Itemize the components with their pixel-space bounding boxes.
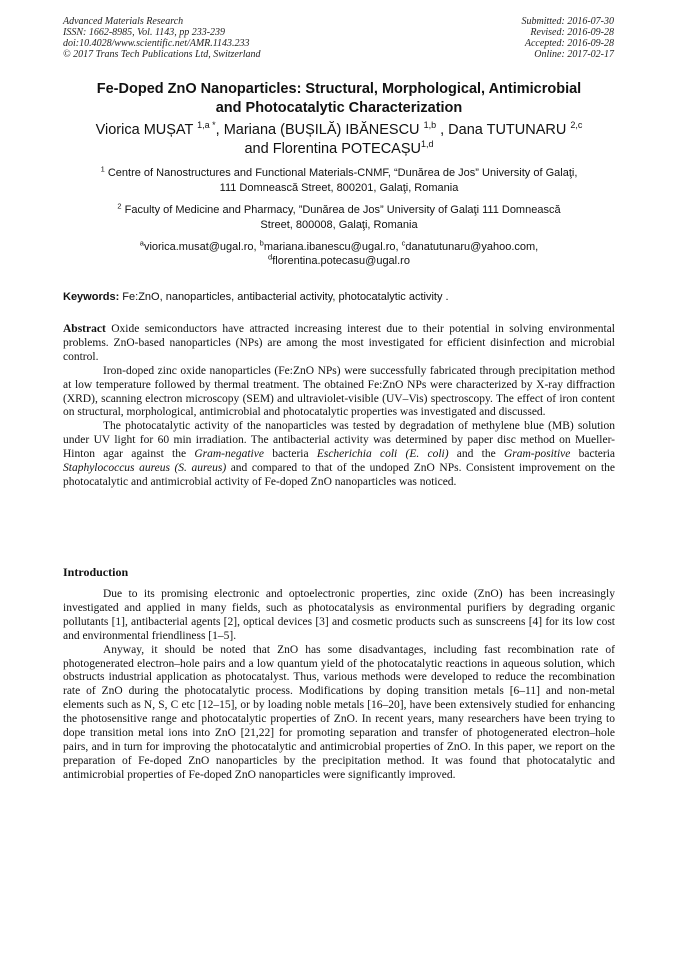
introduction-section bbox=[63, 588, 615, 783]
author-name: , Mariana (BUȘILĂ) IBĂNESCU bbox=[215, 122, 424, 138]
keywords-text: Fe:ZnO, nanoparticles, antibacterial activity, photocatalytic activity . bbox=[119, 291, 449, 303]
affiliation-text: 111 Domnească Street, 800201, Galaţi, Romania bbox=[219, 181, 459, 194]
email-mark: d bbox=[268, 252, 273, 262]
author-mark: 1,d bbox=[420, 139, 434, 150]
email-mark: c bbox=[401, 238, 406, 248]
author-mark: 1,b bbox=[423, 120, 437, 131]
keywords-label: Keywords: bbox=[63, 291, 120, 303]
submitted-date: Submitted: 2016-07-30 bbox=[521, 16, 614, 27]
affiliation-text: Street, 800008, Galaţi, Romania bbox=[260, 218, 418, 231]
email-mark: b bbox=[259, 238, 264, 248]
journal-name: Advanced Materials Research bbox=[63, 16, 184, 27]
author-list bbox=[40, 121, 638, 159]
author-name: , Dana TUTUNARU bbox=[436, 122, 571, 138]
issn-line: ISSN: 1662-8985, Vol. 1143, pp 233-239 bbox=[63, 27, 226, 38]
introduction-paragraph: Due to its promising electronic and optoelectronic properties, zinc oxide (ZnO) has been increasingly investigated and applied in many fields, such as photocatalysis as environmental purifiers by degrading organic pollutants [1], antibacterial agents [2], optical devices [3] and cosmetic products such as sunscreens [4] for its low cost and environmental friendliness [1–5]. bbox=[63, 588, 615, 642]
email-link[interactable]: viorica.musat@ugal.ro, bbox=[143, 241, 260, 253]
authors-line-1 bbox=[40, 121, 638, 140]
author-mark: 1,a * bbox=[197, 120, 216, 131]
abstract-label: Abstract bbox=[63, 323, 106, 335]
title-line-1: Fe-Doped ZnO Nanoparticles: Structural, Morphological, Antimicrobial bbox=[96, 81, 582, 97]
email-mark: a bbox=[139, 238, 144, 248]
affiliation-mark: 1 bbox=[100, 164, 105, 174]
keywords bbox=[63, 290, 615, 304]
introduction-heading: Introduction bbox=[63, 565, 129, 579]
abstract-section bbox=[63, 323, 615, 490]
online-date: Online: 2017-02-17 bbox=[534, 49, 614, 60]
email-link[interactable]: mariana.ibanescu@ugal.ro, bbox=[263, 241, 402, 253]
affiliation-2 bbox=[60, 203, 618, 232]
affiliation-text: Centre of Nanostructures and Functional Materials-CNMF, “Dunărea de Jos” University of Galaţi, bbox=[104, 167, 578, 179]
authors-line-2 bbox=[40, 140, 638, 159]
revised-date: Revised: 2016-09-28 bbox=[530, 27, 614, 38]
title-line-2: and Photocatalytic Characterization bbox=[215, 100, 463, 116]
affiliation-1 bbox=[60, 166, 618, 195]
abstract-paragraph: Iron-doped zinc oxide nanoparticles (Fe:ZnO NPs) were successfully fabricated through precipitation method at low temperature followed by thermal treatment. The obtained Fe:ZnO NPs were characterized by X-ray diffraction (XRD), scanning electron microscopy (SEM) and ultraviolet-visible (UV–Vis) spectroscopy. The effect of iron content on structural, morphological, antimicrobial and photocatalytic properties was investigated and discussed. bbox=[63, 364, 615, 419]
abstract-paragraph: The photocatalytic activity of the nanoparticles was tested by degradation of methylene blue (MB) solution under UV light for 60 min irradiation. The antibacterial activity was determined by paper disc method on Mueller-Hinton agar against the Gram-negative bacteria Escherichia coli (E. coli) and the Gram-positive bacteria Staphylococcus aureus (S. aureus) and compared to that of the undoped ZnO NPs. Consistent improvement on the photocatalytic and antimicrobial activity of Fe-doped ZnO nanoparticles was noticed. bbox=[63, 420, 616, 488]
email-link[interactable]: florentina.potecasu@ugal.ro bbox=[272, 255, 410, 267]
affiliation-text: Faculty of Medicine and Pharmacy, ”Dunărea de Jos” University of Galaţi 111 Domnească bbox=[121, 204, 561, 216]
author-emails bbox=[60, 240, 618, 268]
affiliation-mark: 2 bbox=[117, 201, 122, 211]
author-name: Viorica MUȘAT bbox=[95, 122, 198, 138]
doi-line: doi:10.4028/www.scientific.net/AMR.1143.233 bbox=[63, 38, 250, 49]
author-name: and Florentina POTECAȘU bbox=[244, 141, 421, 157]
journal-info bbox=[63, 16, 261, 60]
email-link[interactable]: danatutunaru@yahoo.com, bbox=[405, 241, 539, 253]
abstract-paragraph: Abstract Oxide semiconductors have attracted increasing interest due to their potential in solving environmental problems. ZnO-based nanoparticles (NPs) are among the most investigated for efficient disinfection and microbial control. bbox=[63, 323, 615, 363]
copyright-line: © 2017 Trans Tech Publications Ltd, Switzerland bbox=[63, 49, 261, 60]
paper-title bbox=[40, 80, 638, 118]
submission-dates bbox=[522, 16, 615, 60]
introduction-paragraph: Anyway, it should be noted that ZnO has some disadvantages, including fast recombination rate of photogenerated electron–hole pairs and a low quantum yield of the photocatalytic reactions in aqueous solution, which obstructs industrial application as photocatalyst. Thus, various methods were developed to reduce the recombination rate of ZnO during the photocatalytic process. Modifications by doping transition metals [6–11] and non-metal elements such as N, S, C etc [12–15], or by loading noble metals [16–20], have been extensively studied for enhancing the photosensitive range and photocatalytic properties of ZnO. In recent years, many researchers have been trying to dope transition metal ions into ZnO [21,22] for promoting separation and transfer of photogenerated electron–hole pairs, and in turn for improving the photocatalytic and antimicrobial properties of ZnO. In this paper, we report on the preparation of Fe-doped ZnO nanoparticles by the precipitation method. It was found that photocatalytic and antimicrobial properties of Fe-doped ZnO nanoparticles were significantly improved. bbox=[63, 643, 615, 781]
accepted-date: Accepted: 2016-09-28 bbox=[524, 38, 614, 49]
author-mark: 2,c bbox=[570, 120, 583, 131]
